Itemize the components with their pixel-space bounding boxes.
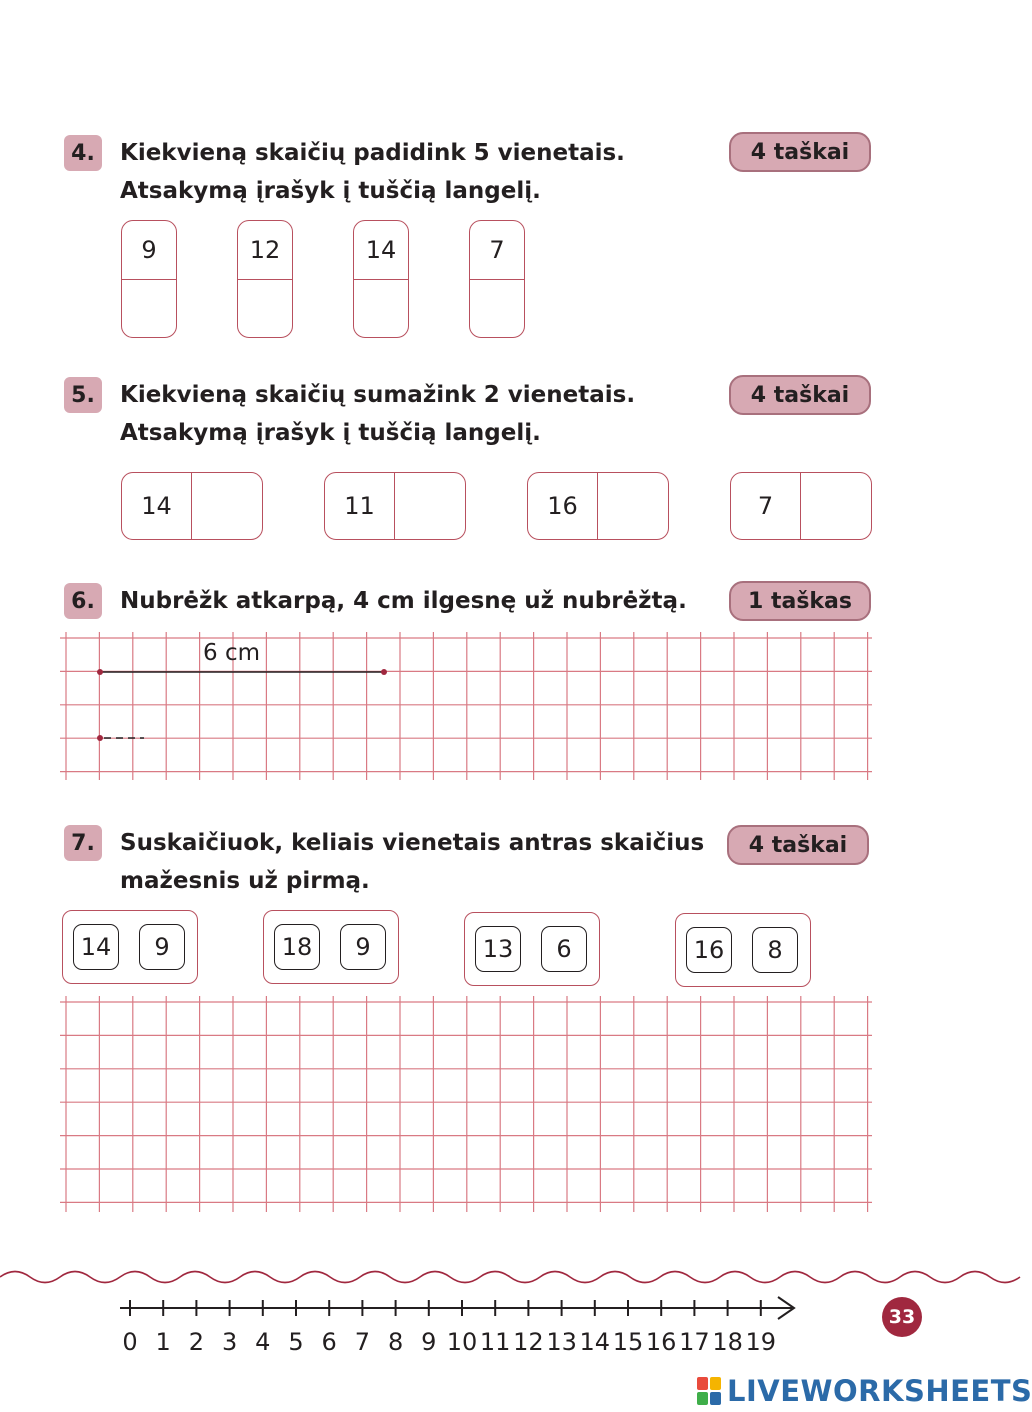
task7-instruction-line2: mažesnis už pirmą.	[120, 868, 370, 894]
number-line-label: 6	[321, 1328, 337, 1356]
task6-number: 6.	[64, 583, 102, 619]
number-line-label: 3	[221, 1328, 238, 1356]
task5-box-4	[730, 472, 872, 540]
task5-box-2	[324, 472, 466, 540]
decorative-wavy-line	[0, 1262, 1000, 1292]
page-number-badge: 33	[882, 1297, 922, 1337]
task7-answer-grid[interactable]	[60, 996, 872, 1212]
task5-points-badge: 4 taškai	[729, 375, 871, 415]
task4-box-3-number: 14	[354, 221, 408, 280]
number-line-label: 11	[479, 1328, 511, 1356]
task5-box-3-answer[interactable]	[598, 473, 668, 539]
number-line-label: 13	[546, 1328, 577, 1356]
watermark-text: LIVEWORKSHEETS	[727, 1374, 1032, 1408]
number-line-label: 2	[188, 1328, 205, 1356]
task6-segment-label: 6 cm	[203, 640, 260, 666]
liveworksheets-logo-icon	[697, 1377, 721, 1405]
task4-box-2	[237, 220, 293, 338]
task4-instruction-line1: Kiekvieną skaičių padidink 5 vienetais.	[120, 140, 625, 166]
number-line-label: 1	[155, 1328, 171, 1356]
task7-pair-1-first: 14	[73, 924, 119, 970]
task4-box-2-number: 12	[238, 221, 292, 280]
task6-segment-end-dot	[381, 669, 387, 675]
task5-box-2-number: 11	[325, 473, 395, 539]
number-line-label: 16	[645, 1328, 677, 1356]
task7-pair-4-first: 16	[686, 927, 732, 973]
task7-pair-2-second: 9	[340, 924, 386, 970]
task5-box-2-answer[interactable]	[395, 473, 465, 539]
task5-box-3	[527, 472, 669, 540]
task7-pair-4	[675, 913, 811, 987]
number-line-label: 12	[513, 1328, 544, 1356]
task5-box-1-answer[interactable]	[192, 473, 262, 539]
number-line-label: 15	[612, 1328, 644, 1356]
task5-instruction-line1: Kiekvieną skaičių sumažink 2 vienetais.	[120, 382, 636, 408]
task5-box-1-number: 14	[122, 473, 192, 539]
task7-number: 7.	[64, 825, 102, 861]
task4-box-3	[353, 220, 409, 338]
task5-box-4-answer[interactable]	[801, 473, 871, 539]
number-line-label: 17	[679, 1328, 710, 1356]
number-line-label: 7	[354, 1328, 371, 1356]
task4-box-4-number: 7	[470, 221, 524, 280]
task7-pair-2-first: 18	[274, 924, 320, 970]
task5-box-3-number: 16	[528, 473, 598, 539]
number-line-label: 4	[255, 1328, 271, 1356]
number-line-label: 5	[288, 1328, 304, 1356]
task7-pair-2	[263, 910, 399, 984]
liveworksheets-watermark	[697, 1374, 1032, 1408]
task6-instruction: Nubrėžk atkarpą, 4 cm ilgesnę už nubrėžtą.	[120, 588, 687, 614]
task5-number: 5.	[64, 377, 102, 413]
task4-number: 4.	[64, 135, 102, 171]
task5-box-4-number: 7	[731, 473, 801, 539]
task4-instruction-line2: Atsakymą įrašyk į tuščią langelį.	[120, 178, 541, 204]
task7-pair-3-first: 13	[475, 926, 521, 972]
number-line-label: 14	[579, 1328, 611, 1356]
task7-pair-3	[464, 912, 600, 986]
task6-segment-start-dot	[97, 669, 103, 675]
task6-points-badge: 1 taškas	[729, 581, 871, 621]
number-line-label: 9	[421, 1328, 437, 1356]
number-line-label: 0	[122, 1328, 138, 1356]
number-line-label: 19	[745, 1328, 777, 1356]
task6-new-segment-start-dot	[97, 735, 103, 741]
task4-box-2-answer[interactable]	[238, 280, 292, 336]
task7-pair-4-second: 8	[752, 927, 798, 973]
task5-box-1	[121, 472, 263, 540]
task7-pair-3-second: 6	[541, 926, 587, 972]
number-line	[110, 1292, 810, 1328]
task6-grid[interactable]	[60, 632, 872, 780]
task4-box-4	[469, 220, 525, 338]
task5-instruction-line2: Atsakymą įrašyk į tuščią langelį.	[120, 420, 541, 446]
number-line-label: 18	[712, 1328, 743, 1356]
task7-pair-1	[62, 910, 198, 984]
task4-box-4-answer[interactable]	[470, 280, 524, 336]
task4-box-3-answer[interactable]	[354, 280, 408, 336]
task4-points-badge: 4 taškai	[729, 132, 871, 172]
task4-box-1-answer[interactable]	[122, 280, 176, 336]
number-line-label: 10	[446, 1328, 478, 1356]
task4-box-1	[121, 220, 177, 338]
task4-box-1-number: 9	[122, 221, 176, 280]
number-line-label: 8	[387, 1328, 404, 1356]
task7-points-badge: 4 taškai	[727, 825, 869, 865]
task7-instruction-line1: Suskaičiuok, keliais vienetais antras skaičius	[120, 830, 705, 856]
task7-pair-1-second: 9	[139, 924, 185, 970]
